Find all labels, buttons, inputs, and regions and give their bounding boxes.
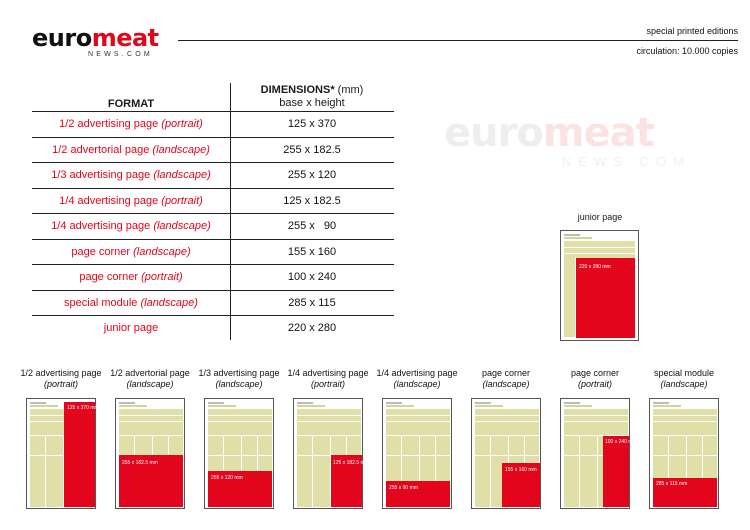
thumbnail-colline	[597, 435, 598, 507]
dimension-cell: 285 x 115	[288, 296, 336, 309]
thumbnail-orientation: (portrait)	[310, 379, 345, 389]
format-orientation: (landscape)	[133, 245, 191, 258]
format-orientation: (landscape)	[152, 143, 210, 156]
thumbnail-rowline	[386, 421, 450, 422]
format-cell	[32, 169, 230, 181]
thumbnail-rowline	[475, 455, 539, 456]
thumbnail-rowline	[297, 421, 361, 422]
format-name: junior page	[103, 322, 159, 335]
dimensions-header-bold: DIMENSIONS*	[260, 84, 335, 96]
thumbnail-rowline	[386, 455, 450, 456]
thumbnail-ad-label: 125 x 370 mm	[67, 405, 99, 411]
thumbnail-masthead	[30, 402, 46, 404]
format-orientation: (landscape)	[140, 296, 198, 309]
thumbnail-masthead-line	[208, 405, 236, 407]
logo-subtitle: NEWS.COM	[88, 51, 153, 58]
watermark-meat: meat	[542, 110, 654, 156]
thumbnail-masthead	[386, 402, 402, 404]
header-divider	[178, 40, 738, 41]
thumbnail-masthead-line	[297, 405, 325, 407]
edition-title: special printed editions	[646, 26, 738, 36]
thumbnail-ad-area	[502, 463, 540, 507]
thumbnail-masthead	[208, 402, 224, 404]
format-name: 1/2 advertising page	[59, 118, 159, 131]
format-name: page corner	[79, 271, 139, 284]
format-cell	[32, 246, 230, 258]
thumbnail-rowline	[386, 415, 450, 416]
junior-masthead	[564, 234, 580, 236]
thumbnail-label	[17, 368, 105, 390]
thumbnail-rowline	[208, 415, 272, 416]
circulation-text: circulation: 10.000 copies	[636, 46, 738, 56]
dimension-cell: 255 x 182.5	[283, 143, 341, 156]
watermark-subtitle: NEWS.COM	[562, 154, 691, 169]
table-row	[32, 137, 394, 163]
thumbnail-colline	[45, 435, 46, 507]
thumbnail-rowline	[119, 415, 183, 416]
page-thumbnail	[293, 398, 369, 509]
junior-masthead-line	[564, 237, 592, 239]
table-row	[32, 213, 394, 239]
thumbnail-rowline	[653, 421, 717, 422]
thumbnail-title: 1/4 advertising page	[376, 368, 458, 378]
thumbnail-masthead	[475, 402, 491, 404]
thumbnail-rowline	[475, 435, 539, 436]
thumbnail-ad-label: 255 x 120 mm	[211, 475, 243, 481]
logo-word-euro: euro	[32, 24, 92, 52]
thumbnail-masthead-line	[30, 405, 58, 407]
junior-page-label: junior page	[577, 212, 623, 222]
table-row	[32, 239, 394, 265]
thumbnail-title: special module	[653, 368, 715, 378]
thumbnail-colline	[490, 435, 491, 507]
thumbnail-title: 1/2 advertising page	[20, 368, 102, 378]
format-cell	[32, 118, 230, 130]
thumbnail-rowline	[208, 435, 272, 436]
thumbnail-rowline	[119, 435, 183, 436]
format-name: special module	[64, 296, 138, 309]
junior-page-thumbnail	[560, 230, 639, 341]
format-cell	[32, 297, 230, 309]
thumbnail-colline	[579, 435, 580, 507]
thumbnail-ad-label: 255 x 90 mm	[389, 485, 418, 491]
thumbnail-label	[284, 368, 372, 390]
format-orientation: (landscape)	[153, 220, 211, 233]
thumbnail-title: 1/2 advertorial page	[110, 368, 190, 378]
thumbnail-orientation: (landscape)	[126, 379, 174, 389]
thumbnail-masthead-line	[475, 405, 503, 407]
thumbnail-colline	[312, 435, 313, 507]
format-orientation: (portrait)	[141, 271, 183, 284]
thumbnail-ad-label: 125 x 182.5 mm	[333, 460, 369, 466]
dimension-cell: 100 x 240	[287, 271, 337, 284]
watermark-wordmark	[444, 112, 691, 154]
thumbnail-rowline	[475, 421, 539, 422]
thumbnail-orientation: (landscape)	[660, 379, 708, 389]
thumbnail-masthead	[653, 402, 669, 404]
thumbnail-ad-area	[653, 478, 717, 507]
thumbnail-ad-label: 100 x 240 mm	[605, 439, 637, 445]
page-thumbnail	[26, 398, 99, 509]
format-cell	[32, 322, 230, 334]
thumbnail-rowline	[208, 421, 272, 422]
thumbnail-rowline	[653, 455, 717, 456]
thumbnail-ad-area	[119, 455, 183, 507]
thumbnail-orientation: (landscape)	[393, 379, 441, 389]
table-row	[32, 162, 394, 188]
dimensions-header-unit: (mm)	[334, 84, 364, 96]
thumbnail-ad-label: 285 x 115 mm	[656, 481, 688, 487]
thumbnail-rowline	[297, 415, 361, 416]
thumbnail-title: 1/3 advertising page	[198, 368, 280, 378]
thumbnail-title: page corner	[570, 368, 620, 378]
format-name: 1/4 advertising page	[59, 194, 159, 207]
format-cell	[32, 195, 230, 207]
thumbnail-title: page corner	[481, 368, 531, 378]
thumbnail-rowline	[297, 435, 361, 436]
format-orientation: (portrait)	[161, 118, 203, 131]
junior-rowline	[564, 253, 635, 254]
thumbnail-rowline	[119, 421, 183, 422]
page-thumbnail	[649, 398, 719, 509]
watermark-logo	[444, 112, 691, 169]
logo-wordmark	[32, 26, 159, 50]
format-table	[32, 83, 394, 341]
dimension-cell: 125 x 182.5	[283, 194, 341, 207]
format-cell	[32, 220, 230, 232]
thumbnail-orientation: (portrait)	[43, 379, 78, 389]
dimensions-header-sub: base x height	[279, 97, 345, 109]
thumbnail-ad-area	[386, 481, 450, 507]
thumbnail-rowline	[386, 435, 450, 436]
format-name: 1/3 advertising page	[51, 169, 151, 182]
table-row	[32, 290, 394, 316]
table-body	[32, 111, 394, 341]
page-thumbnail	[382, 398, 452, 509]
dimension-cell: 255 x 90	[287, 220, 337, 233]
watermark-euro: euro	[444, 110, 543, 156]
table-row	[32, 188, 394, 214]
thumbnail-rowline	[475, 415, 539, 416]
format-cell	[32, 144, 230, 156]
format-cell	[32, 271, 230, 283]
logo-word-meat: meat	[91, 24, 159, 52]
thumbnail-rowline	[564, 421, 628, 422]
thumbnail-label	[106, 368, 194, 390]
dimension-cell: 255 x 120	[287, 169, 337, 182]
thumbnail-masthead	[297, 402, 313, 404]
thumbnail-masthead-line	[653, 405, 681, 407]
thumbnail-label	[640, 368, 728, 390]
thumbnail-label	[373, 368, 461, 390]
thumbnail-label	[195, 368, 283, 390]
thumbnail-orientation: (portrait)	[577, 379, 612, 389]
junior-rowline	[564, 247, 635, 248]
thumbnail-ad-label: 155 x 160 mm	[505, 467, 537, 473]
table-row	[32, 315, 394, 341]
thumbnail-title: 1/4 advertising page	[287, 368, 369, 378]
thumbnail-ad-label: 255 x 182.5 mm	[122, 460, 158, 466]
table-row	[32, 111, 394, 137]
thumbnail-masthead	[119, 402, 135, 404]
thumbnail-orientation: (landscape)	[482, 379, 530, 389]
thumbnail-masthead-line	[386, 405, 414, 407]
page-thumbnail	[204, 398, 274, 509]
dimension-cell: 220 x 280	[287, 322, 337, 335]
thumbnail-ad-area	[603, 436, 637, 507]
page-thumbnail	[560, 398, 637, 509]
table-header	[32, 83, 394, 111]
format-name: 1/4 advertising page	[51, 220, 151, 233]
format-orientation: (landscape)	[153, 169, 211, 182]
dimension-cell: 155 x 160	[287, 245, 337, 258]
page-thumbnail	[115, 398, 185, 509]
thumbnail-ad-area	[331, 455, 369, 507]
thumbnail-rowline	[653, 435, 717, 436]
page-thumbnail	[471, 398, 541, 509]
thumbnail-ad-area	[64, 402, 99, 507]
thumbnail-label	[462, 368, 550, 390]
thumbnail-orientation: (landscape)	[215, 379, 263, 389]
thumbnail-rowline	[208, 455, 272, 456]
euromeat-logo	[32, 26, 159, 58]
format-column-header: FORMAT	[107, 98, 155, 110]
table-row	[32, 264, 394, 290]
thumbnail-rowline	[564, 415, 628, 416]
format-orientation: (portrait)	[161, 194, 203, 207]
thumbnail-label	[551, 368, 639, 390]
thumbnail-masthead-line	[564, 405, 592, 407]
junior-ad-area	[576, 258, 635, 338]
thumbnail-masthead-line	[119, 405, 147, 407]
thumbnail-masthead	[564, 402, 580, 404]
junior-ad-label: 220 x 280 mm	[579, 264, 611, 270]
table-column-divider	[230, 83, 231, 340]
dimensions-column-header	[230, 84, 394, 110]
thumbnail-rowline	[653, 415, 717, 416]
format-name: page corner	[71, 245, 131, 258]
thumbnail-ad-area	[208, 471, 272, 507]
dimension-cell: 125 x 370	[287, 118, 337, 131]
format-name: 1/2 advertorial page	[52, 143, 150, 156]
